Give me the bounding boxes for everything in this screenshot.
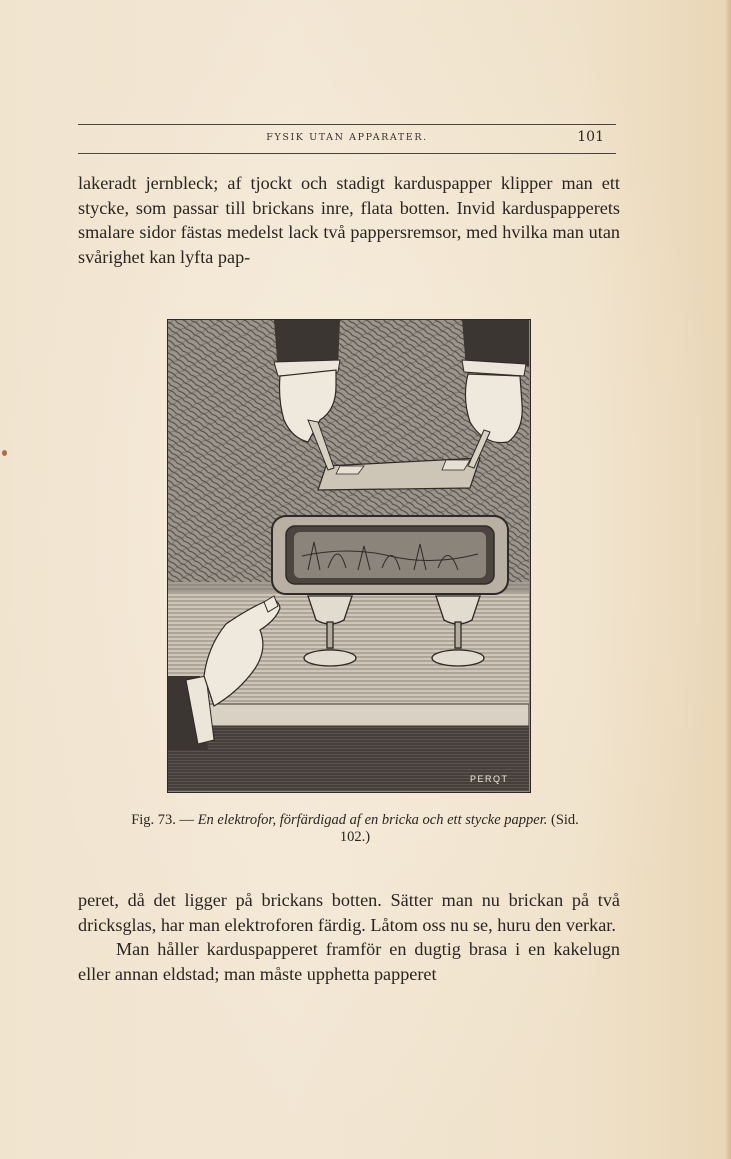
paragraph-bottom-text-2: Man håller karduspapperet framför en dugtig brasa i en kakelugn eller annan eldstad; man måste upphetta papperet [78, 939, 620, 984]
paragraph-top [78, 171, 620, 269]
figure-caption [130, 812, 580, 846]
paragraph-bottom-text-1: peret, då det ligger på brickans botten. Sätter man nu brickan på två dricksglas, har man elektroforen färdig. Låtom oss nu se, huru den verkar. [78, 890, 620, 935]
header-rule-bottom [78, 153, 616, 154]
caption-reference: (Sid. 102.) [339, 812, 579, 845]
paper-stain [2, 450, 7, 456]
electrophorus-illustration [168, 320, 529, 791]
tray [272, 516, 508, 594]
page-edge-shadow [725, 0, 731, 1159]
caption-title: En elektrofor, förfärdigad af en bricka och ett stycke papper. [197, 812, 548, 828]
paragraph-bottom [78, 888, 620, 986]
header-rule-top [78, 124, 616, 125]
figure-engraving [167, 319, 531, 793]
page-number: 101 [577, 129, 604, 145]
running-head [78, 122, 616, 156]
running-head-title: FYSIK UTAN APPARATER. [266, 132, 428, 143]
paragraph-top-text: lakeradt jernbleck; af tjockt och stadigt karduspapper klipper man ett stycke, som passar till brickans inre, flata botten. Invid karduspapperets smalare sidor fästas medelst lack två pappersremsor, med hvilka man utan svårighet kan lyfta pap- [78, 173, 620, 267]
engraver-signature: PERQT [470, 774, 509, 784]
caption-label: Fig. 73. — [131, 812, 195, 828]
